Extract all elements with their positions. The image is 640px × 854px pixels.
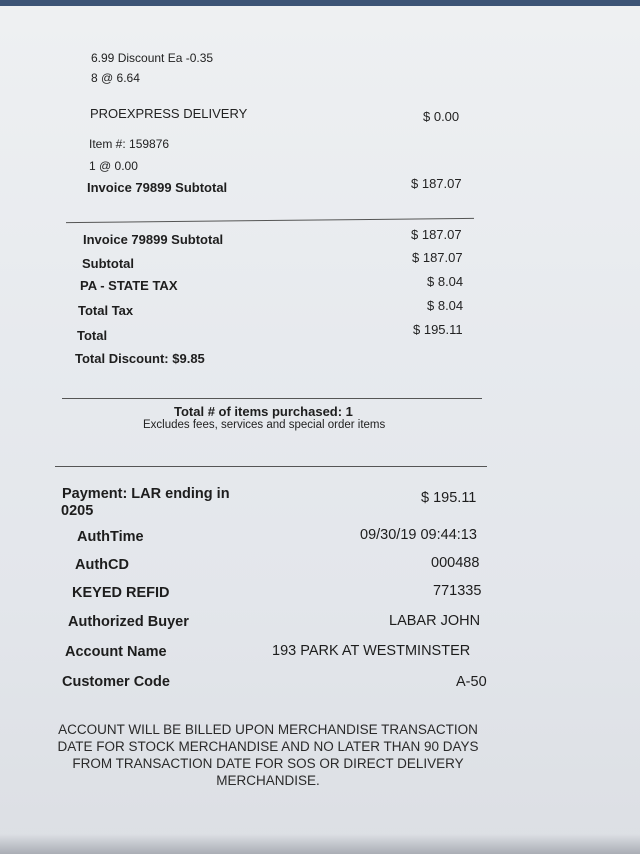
totals-invoice-subtotal-label: Invoice 79899 Subtotal: [83, 232, 224, 247]
authorized-buyer-label: Authorized Buyer: [68, 614, 189, 630]
subtotal-label: Subtotal: [82, 256, 134, 271]
total-tax-amount: $ 8.04: [427, 298, 464, 313]
customer-code-label: Customer Code: [62, 674, 170, 690]
item-number: Item #: 159876: [89, 137, 170, 151]
payment-label: Payment: LAR ending in: [62, 486, 230, 502]
discount-line: 6.99 Discount Ea -0.35: [91, 51, 214, 65]
auth-code-value: 000488: [431, 555, 480, 571]
customer-code-value: A-50: [456, 674, 487, 690]
totals-invoice-subtotal-amount: $ 187.07: [411, 227, 462, 242]
keyed-refid-value: 771335: [433, 583, 482, 599]
quantity-price-line: 8 @ 6.64: [91, 71, 140, 85]
receipt-page: [0, 6, 640, 854]
quantity-price-line-2: 1 @ 0.00: [89, 159, 138, 173]
state-tax-label: PA - STATE TAX: [80, 278, 178, 293]
invoice-subtotal-amount: $ 187.07: [411, 176, 462, 191]
invoice-subtotal-label: Invoice 79899 Subtotal: [87, 180, 228, 195]
auth-code-label: AuthCD: [75, 557, 129, 573]
total-label: Total: [77, 328, 108, 343]
delivery-amount: $ 0.00: [423, 109, 460, 124]
keyed-refid-label: KEYED REFID: [72, 585, 170, 601]
account-name-value: 193 PARK AT WESTMINSTER: [272, 643, 471, 659]
total-amount: $ 195.11: [413, 322, 463, 337]
auth-time-value: 09/30/19 09:44:13: [360, 527, 477, 543]
payment-amount: $ 195.11: [421, 490, 477, 506]
section-divider-3: [55, 466, 487, 467]
section-divider: [66, 218, 474, 223]
auth-time-label: AuthTime: [77, 529, 144, 545]
state-tax-amount: $ 8.04: [427, 274, 464, 289]
items-purchased-count: Total # of items purchased: 1: [174, 404, 353, 419]
billing-notice: ACCOUNT WILL BE BILLED UPON MERCHANDISE TRANSACTION DATE FOR STOCK MERCHANDISE AND NO LATER THAN 90 DAYS FROM TRANSACTION DATE FOR SOS OR DIRECT DELIVERY MERCHANDISE.: [57, 722, 479, 788]
account-name-label: Account Name: [65, 644, 167, 660]
delivery-label: PROEXPRESS DELIVERY: [90, 106, 248, 121]
bottom-shadow: [0, 834, 640, 854]
subtotal-amount: $ 187.07: [412, 250, 463, 265]
payment-card-suffix: 0205: [61, 503, 94, 519]
total-discount: Total Discount: $9.85: [75, 351, 205, 366]
section-divider-2: [62, 398, 482, 399]
excludes-note: Excludes fees, services and special order items: [143, 419, 386, 431]
total-tax-label: Total Tax: [78, 303, 134, 318]
authorized-buyer-value: LABAR JOHN: [389, 613, 481, 629]
